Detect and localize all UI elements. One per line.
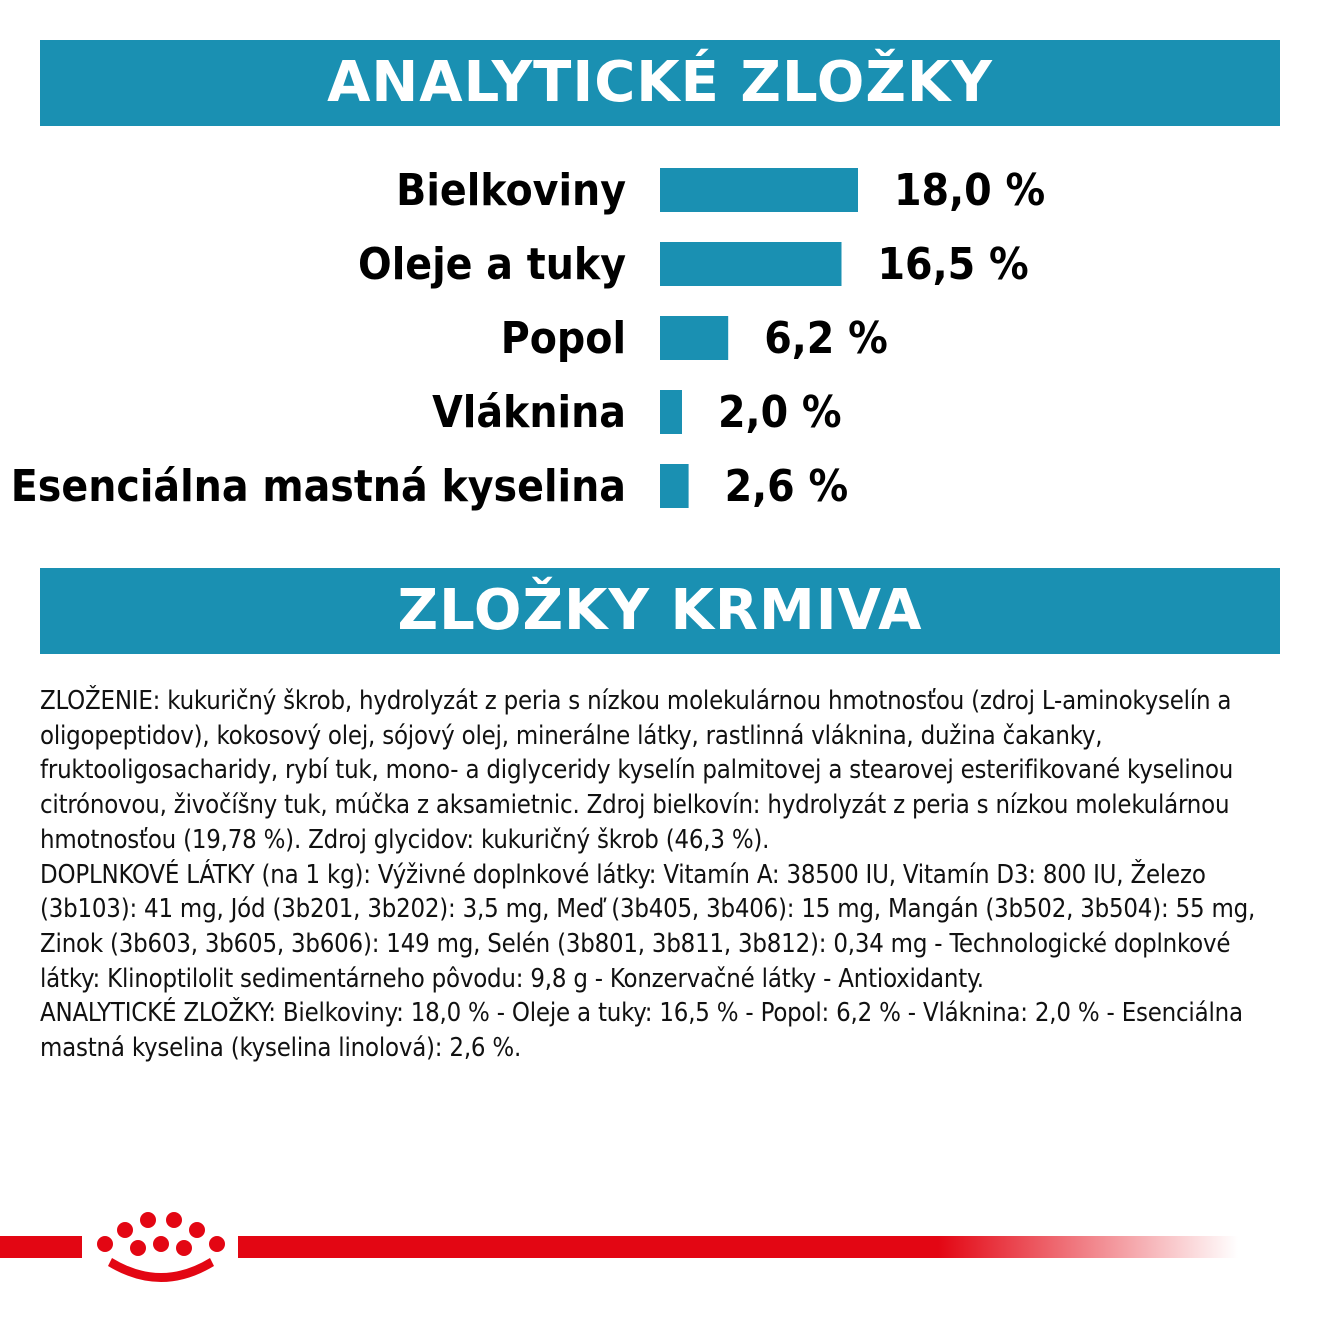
value-label: 18,0 % bbox=[894, 165, 1046, 216]
bar bbox=[660, 316, 728, 360]
analytic-summary-paragraph: ANALYTICKÉ ZLOŽKY: Bielkoviny: 18,0 % - Oleje a tuky: 16,5 % - Popol: 6,2 % - Vláknina: 2,0 % - Esenciálna mastná kyselina (kyselina linolová): 2,6 %. bbox=[40, 998, 1243, 1064]
feed-components-title: ZLOŽKY KRMIVA bbox=[397, 578, 923, 643]
bar bbox=[660, 390, 682, 434]
category-label: Oleje a tuky bbox=[358, 239, 626, 290]
value-label: 16,5 % bbox=[877, 239, 1029, 290]
analytic-components-title: ANALYTICKÉ ZLOŽKY bbox=[327, 50, 993, 115]
bar bbox=[660, 464, 689, 508]
analytic-bar-chart bbox=[0, 150, 1320, 530]
footer-bar-right bbox=[238, 1236, 1238, 1258]
footer-bar-left bbox=[0, 1236, 82, 1258]
value-label: 2,0 % bbox=[718, 387, 842, 438]
crown-icon bbox=[90, 1208, 232, 1282]
value-label: 6,2 % bbox=[764, 313, 888, 364]
composition-text bbox=[40, 684, 1290, 1066]
bar bbox=[660, 168, 858, 212]
feed-components-banner bbox=[40, 568, 1280, 654]
category-label: Popol bbox=[500, 313, 626, 364]
category-label: Bielkoviny bbox=[396, 165, 626, 216]
value-label: 2,6 % bbox=[724, 461, 849, 512]
bar bbox=[660, 242, 842, 286]
category-label: Esenciálna mastná kyselina bbox=[10, 461, 626, 512]
category-label: Vláknina bbox=[432, 387, 626, 438]
analytic-components-banner bbox=[40, 40, 1280, 126]
composition-paragraph: ZLOŽENIE: kukuričný škrob, hydrolyzát z peria s nízkou molekulárnou hmotnosťou (zdroj L-aminokyselín a oligopeptidov), kokosový olej, sójový olej, minerálne látky, rastlinná vláknina, dužina čakanky, fruktooligosacharidy, rybí tuk, mono- a diglyceridy kyselín palmitovej a stearovej esterifikované kyselinou citrónovou, živočíšny tuk, múčka z aksamietnic. Zdroj bielkovín: hydrolyzát z peria s nízkou molekulárnou hmotnosťou (19,78 %). Zdroj glycidov: kukuričný škrob (46,3 %). bbox=[40, 686, 1234, 855]
additives-paragraph: DOPLNKOVÉ LÁTKY (na 1 kg): Výživné doplnkové látky: Vitamín A: 38500 IU, Vitamín D3: 800 IU, Železo (3b103): 41 mg, Jód (3b201, 3b202): 3,5 mg, Meď (3b405, 3b406): 15 mg, Mangán (3b502, 3b504): 55 mg, Zinok (3b603, 3b605, 3b606): 149 mg, Selén (3b801, 3b811, 3b812): 0,34 mg - Technologické doplnkové látky: Klinoptilolit sedimentárneho pôvodu: 9,8 g - Konzervačné látky - Antioxidanty. bbox=[40, 859, 1256, 994]
